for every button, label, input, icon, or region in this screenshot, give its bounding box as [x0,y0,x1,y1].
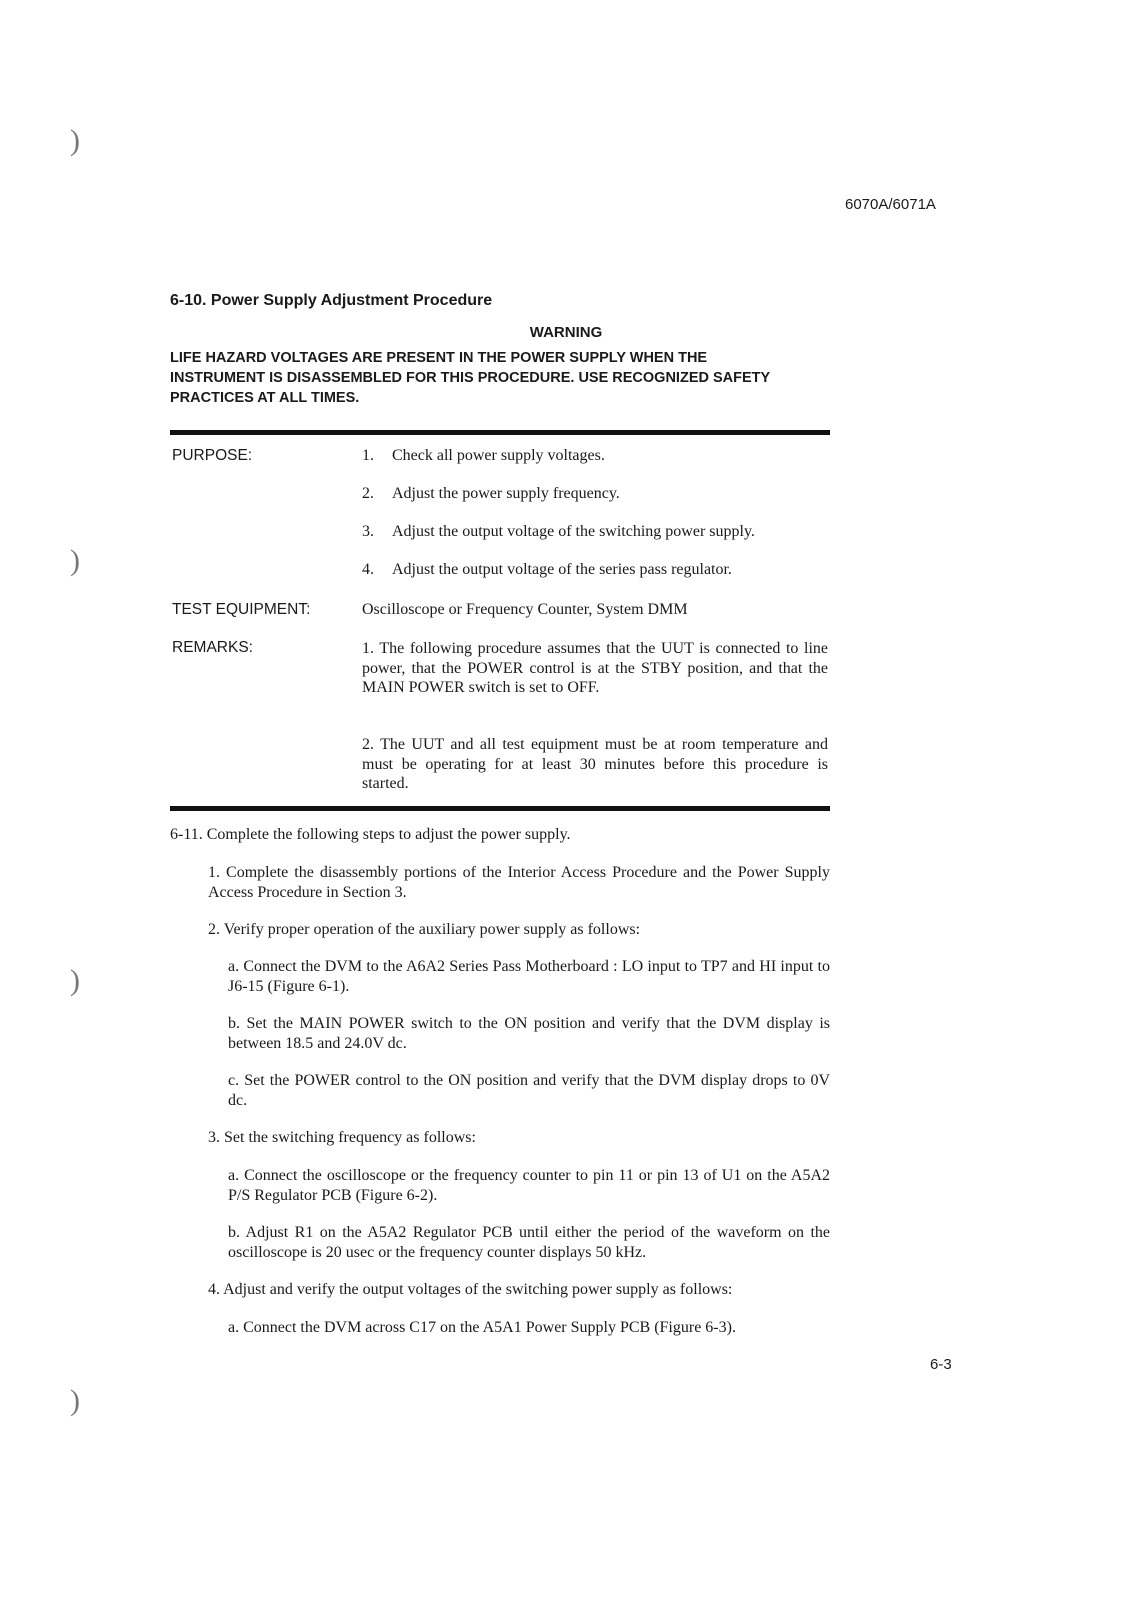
warning-title: WARNING [529,324,603,341]
step-3: 3. Set the switching frequency as follows: [208,1129,476,1146]
section-title: 6-10. Power Supply Adjustment Procedure [170,292,493,309]
purpose-item: 4. Adjust the output voltage of the series pass regulator. [362,561,732,578]
test-equipment-label: TEST EQUIPMENT: [172,601,311,618]
test-equipment-text: Oscilloscope or Frequency Counter, System DMM [362,601,688,618]
remark-item: 2. The UUT and all test equipment must be at room temperature and must be operating for at least 30 minutes before this procedure is started. [362,736,828,792]
purpose-item: 3. Adjust the output voltage of the switching power supply. [362,523,755,540]
binder-hole-mark: ) [70,1384,80,1417]
page-number: 6-3 [930,1356,952,1373]
step-2c: c. Set the POWER control to the ON position and verify that the DVM display drops to 0V dc. [228,1072,830,1109]
remarks-label: REMARKS: [172,639,253,656]
step-1: 1. Complete the disassembly portions of the Interior Access Procedure and the Power Supply Access Procedure in Section 3. [208,864,830,901]
purpose-item: 1. Check all power supply voltages. [362,447,605,464]
binder-hole-mark: ) [70,124,80,157]
remark-item: 1. The following procedure assumes that the UUT is connected to line power, that the POWER control is at the STBY position, and that the MAIN POWER switch is set to OFF. [362,640,828,696]
step-3b: b. Adjust R1 on the A5A2 Regulator PCB until either the period of the waveform on the oscilloscope is 20 usec or the frequency counter displays 50 kHz. [228,1224,830,1261]
purpose-item: 2. Adjust the power supply frequency. [362,485,620,502]
paragraph-6-11: 6-11. Complete the following steps to adjust the power supply. [170,826,571,843]
step-4a: a. Connect the DVM across C17 on the A5A1 Power Supply PCB (Figure 6-3). [228,1319,736,1336]
document-id: 6070A/6071A [845,196,936,213]
step-4: 4. Adjust and verify the output voltages of the switching power supply as follows: [208,1281,733,1298]
step-2: 2. Verify proper operation of the auxiliary power supply as follows: [208,921,641,938]
step-2a: a. Connect the DVM to the A6A2 Series Pass Motherboard : LO input to TP7 and HI input to J6-15 (Figure 6-1). [228,958,830,995]
step-2b: b. Set the MAIN POWER switch to the ON position and verify that the DVM display is between 18.5 and 24.0V dc. [228,1015,830,1052]
table-top-rule [170,430,830,435]
table-bottom-rule [170,806,830,811]
purpose-label: PURPOSE: [172,447,253,464]
warning-text: LIFE HAZARD VOLTAGES ARE PRESENT IN THE POWER SUPPLY WHEN THE INSTRUMENT IS DISASSEMBLED FOR THIS PROCEDURE. USE RECOGNIZED SAFETY PRACTICES AT ALL TIMES. [170,350,770,406]
binder-hole-mark: ) [70,544,80,577]
binder-hole-mark: ) [70,964,80,997]
step-3a: a. Connect the oscilloscope or the frequency counter to pin 11 or pin 13 of U1 on the A5A2 P/S Regulator PCB (Figure 6-2). [228,1167,830,1204]
